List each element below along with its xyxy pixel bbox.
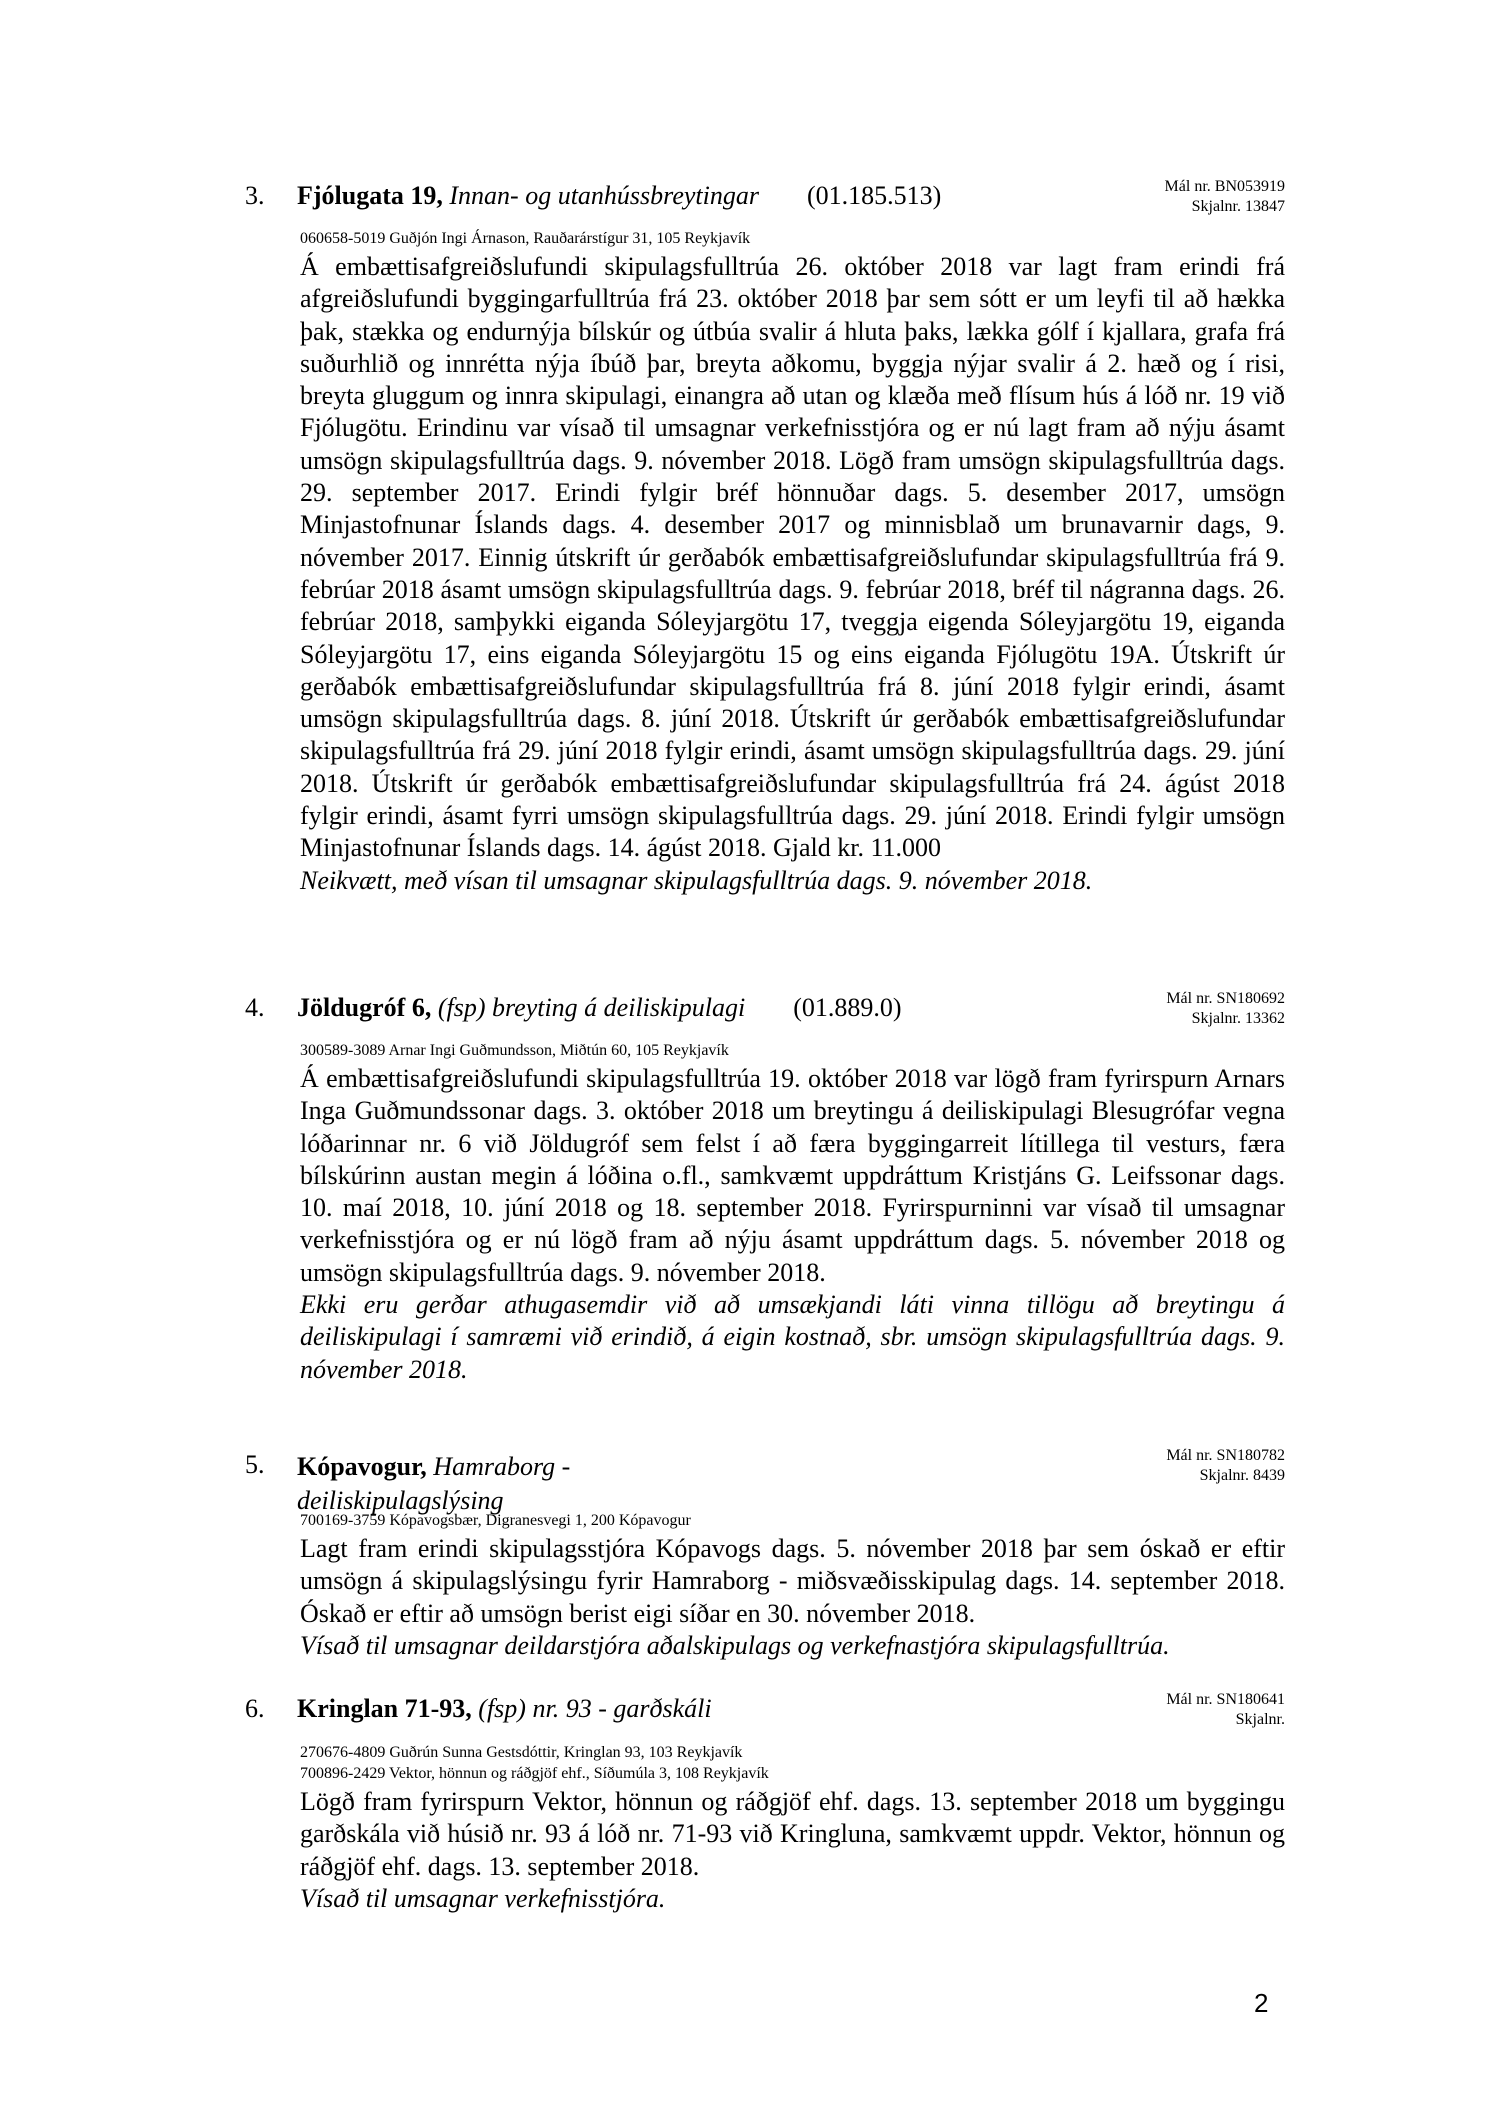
item-body (300, 251, 1285, 897)
item-heading (297, 1694, 712, 1724)
case-number: Mál nr. SN180692 (1166, 990, 1285, 1007)
item-subject: (fsp) breyting á deiliskipulagi (437, 993, 746, 1022)
applicant-line: 700169-3759 Kópavogsbær, Digranesvegi 1, 200 Kópavogur (300, 1512, 691, 1529)
item-description: Lögð fram fyrirspurn Vektor, hönnun og ráðgjöf ehf. dags. 13. september 2018 um byggingu garðskála við húsið nr. 93 á lóð nr. 71-93 við Kringluna, samkvæmt uppdr. Vektor, hönnun og ráðgjöf ehf. dags. 13. september 2018. (300, 1787, 1285, 1881)
item-number: 3. (245, 181, 265, 210)
item-address: Jöldugróf 6, (297, 993, 432, 1022)
item-body (300, 1533, 1285, 1662)
case-number: Mál nr. BN053919 (1164, 178, 1285, 195)
item-conclusion: Vísað til umsagnar verkefnisstjóra. (300, 1883, 666, 1913)
item-number: 4. (245, 993, 265, 1022)
item-description: Á embættisafgreiðslufundi skipulagsfulltrúa 26. október 2018 var lagt fram erindi frá afgreiðslufundi byggingarfulltrúa frá 23. október 2018 þar sem sótt er um leyfi til að hækka þak, stækka og endurnýja bílskúr og útbúa svalir á hluta þaks, lækka gólf í kjallara, grafa frá suðurhlið og innrétta nýja íbúð þar, breyta aðkomu, byggja nýjar svalir á 2. hæð og í risi, breyta gluggum og innra skipulagi, einangra að utan og klæða með flísum hús á lóð nr. 19 við Fjólugötu. Erindinu var vísað til umsagnar verkefnisstjóra og er nú lagt fram að nýju ásamt umsögn skipulagsfulltrúa dags. 9. nóvember 2018. Lögð fram umsögn skipulagsfulltrúa dags. 29. september 2017. Erindi fylgir bréf hönnuðar dags. 5. desember 2017, umsögn Minjastofnunar Íslands dags. 4. desember 2017 og minnisblað um brunavarnir dags, 9. nóvember 2017. Einnig útskrift úr gerðabók embættisafgreiðslufundar skipulagsfulltrúa frá 9. febrúar 2018 ásamt umsögn skipulagsfulltrúa dags. 9. febrúar 2018, bréf til nágranna dags. 26. febrúar 2018, samþykki eiganda Sóleyjargötu 17, tveggja eigenda Sóleyjargötu 19, eiganda Sóleyjargötu 17, eins eiganda Sóleyjargötu 15 og eins eiganda Fjólugötu 19A. Útskrift úr gerðabók embættisafgreiðslufundar skipulagsfulltrúa frá 8. júní 2018 fylgir erindi, ásamt umsögn skipulagsfulltrúa dags. 8. júní 2018. Útskrift úr gerðabók embættisafgreiðslufundar skipulagsfulltrúa frá 29. júní 2018 fylgir erindi, ásamt umsögn skipulagsfulltrúa dags. 29. júní 2018. Útskrift úr gerðabók embættisafgreiðslufundar skipulagsfulltrúa frá 24. ágúst 2018 fylgir erindi, ásamt fyrri umsögn skipulagsfulltrúa dags. 29. júní 2018. Erindi fylgir umsögn Minjastofnunar Íslands dags. 14. ágúst 2018. Gjald kr. 11.000 (300, 252, 1285, 863)
applicant-line: 700896-2429 Vektor, hönnun og ráðgjöf ehf., Síðumúla 3, 108 Reykjavík (300, 1765, 769, 1782)
item-address: Fjólugata 19, (297, 181, 443, 210)
item-subject: Hamraborg - deiliskipulagslýsing (297, 1452, 571, 1515)
item-conclusion: Ekki eru gerðar athugasemdir við að umsækjandi láti vinna tillögu að breytingu á deiliskipulagi í samræmi við erindið, á eigin kostnað, sbr. umsögn skipulagsfulltrúa dags. 9. nóvember 2018. (300, 1290, 1285, 1384)
document-number: Skjalnr. 13362 (1191, 1010, 1285, 1027)
case-number: Mál nr. SN180782 (1166, 1447, 1285, 1464)
item-body (300, 1786, 1285, 1915)
applicant-line: 270676-4809 Guðrún Sunna Gestsdóttir, Kringlan 93, 103 Reykjavík (300, 1744, 743, 1761)
item-heading (297, 993, 902, 1023)
item-heading (297, 1450, 627, 1518)
item-number: 5. (245, 1450, 265, 1479)
land-code: (01.889.0) (793, 993, 902, 1022)
case-number: Mál nr. SN180641 (1166, 1691, 1285, 1708)
item-address: Kópavogur, (297, 1452, 427, 1481)
item-subject: Innan- og utanhússbreytingar (449, 181, 759, 210)
item-body (300, 1063, 1285, 1386)
item-heading (297, 181, 941, 211)
document-number: Skjalnr. (1235, 1711, 1285, 1728)
case-reference (1000, 177, 1285, 217)
land-code: (01.185.513) (806, 181, 942, 210)
document-number: Skjalnr. 8439 (1199, 1467, 1285, 1484)
item-description: Á embættisafgreiðslufundi skipulagsfulltrúa 19. október 2018 var lögð fram fyrirspurn Arnars Inga Guðmundssonar dags. 3. október 2018 um breytingu á deiliskipulagi Blesugrófar vegna lóðarinnar nr. 6 við Jöldugróf sem felst í að færa byggingarreit lítillega til vesturs, færa bílskúrinn austan megin á lóðina o.fl., samkvæmt uppdráttum Kristjáns G. Leifssonar dags. 10. maí 2018, 10. júní 2018 og 18. september 2018. Fyrirspurninni var vísað til umsagnar verkefnisstjóra og er nú lögð fram að nýju ásamt uppdráttum dags. 5. nóvember 2018 og umsögn skipulagsfulltrúa dags. 9. nóvember 2018. (300, 1064, 1285, 1287)
document-number: Skjalnr. 13847 (1191, 198, 1285, 215)
applicant-line: 300589-3089 Arnar Ingi Guðmundsson, Miðtún 60, 105 Reykjavík (300, 1042, 729, 1059)
item-subject: (fsp) nr. 93 - garðskáli (478, 1694, 712, 1723)
item-address: Kringlan 71-93, (297, 1694, 472, 1723)
item-conclusion: Vísað til umsagnar deildarstjóra aðalskipulags og verkefnastjóra skipulagsfulltrúa. (300, 1630, 1170, 1660)
item-description: Lagt fram erindi skipulagsstjóra Kópavogs dags. 5. nóvember 2018 þar sem óskað er eftir umsögn á skipulagslýsingu fyrir Hamraborg - miðsvæðisskipulag dags. 14. september 2018. Óskað er eftir að umsögn berist eigi síðar en 30. nóvember 2018. (300, 1534, 1285, 1628)
case-reference (1000, 989, 1285, 1029)
page-number: 2 (1254, 1988, 1269, 2018)
item-conclusion: Neikvætt, með vísan til umsagnar skipulagsfulltrúa dags. 9. nóvember 2018. (300, 865, 1093, 895)
item-number: 6. (245, 1694, 265, 1723)
case-reference (1000, 1690, 1285, 1730)
applicant-line: 060658-5019 Guðjón Ingi Árnason, Rauðarárstígur 31, 105 Reykjavík (300, 230, 751, 247)
case-reference (1000, 1446, 1285, 1486)
